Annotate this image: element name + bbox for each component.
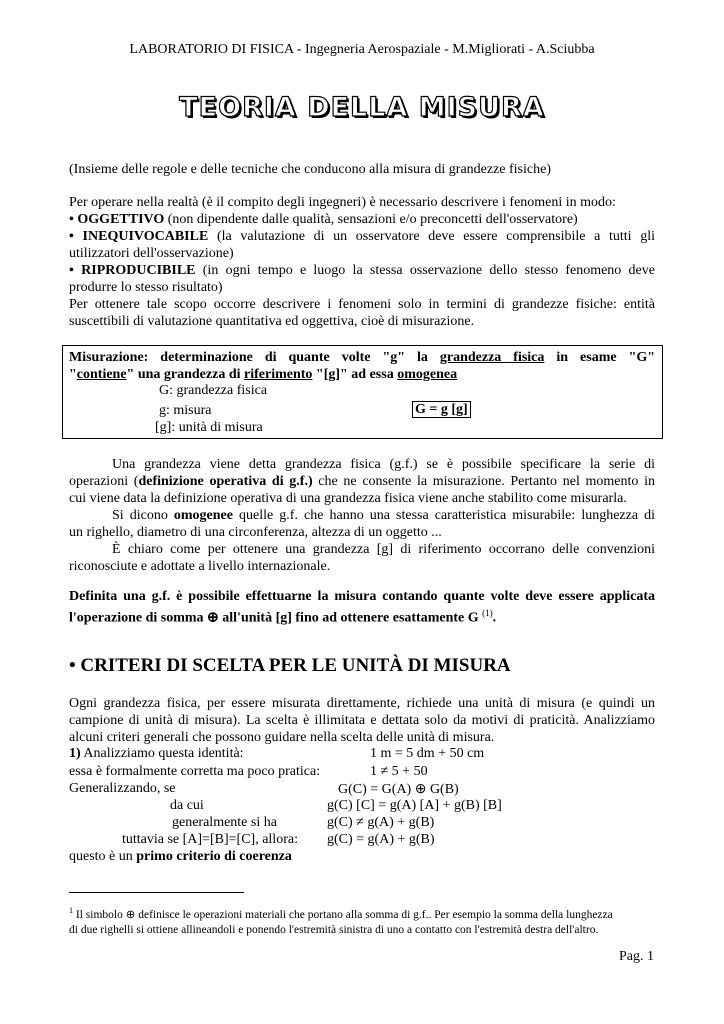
criteria-line-3: alcuni criteri generali che possono guidare nella scelta delle unità di misura. bbox=[69, 730, 495, 745]
footnote-ref: (1) bbox=[482, 608, 493, 618]
footnote-line-2: di due righelli si ottiene allineandoli e ponendo l'estremità sinistra di uno a contatto con l'estremità destra dell'altro. bbox=[69, 923, 599, 936]
bullet-objective: • OGGETTIVO (non dipendente dalle qualità, sensazioni e/o preconcetti dell'osservatore) bbox=[69, 212, 578, 227]
definition-line-1: Misurazione: determinazione di quante volte "g" la grandezza fisica in esame "G" bbox=[69, 350, 656, 365]
identity-label: 1) Analizziamo questa identità: bbox=[69, 746, 244, 761]
fromwhich-label: da cui bbox=[170, 798, 204, 813]
requirements-end: Per ottenere tale scopo occorre descrivere i fenomeni solo in termini di grandezze fisiche: entità bbox=[69, 297, 655, 312]
gf-line-3: cui viene data la definizione operativa di una grandezza fisica viene anche stabilito come misurarla. bbox=[69, 491, 627, 506]
bullet-reproducible: • RIPRODUCIBILE (in ogni tempo e luogo la stessa osservazione dello stesso fenomeno deve bbox=[69, 263, 655, 278]
formula-text: G = g [g] bbox=[412, 401, 471, 418]
section-heading: • CRITERI DI SCELTA PER LE UNITÀ DI MISURA bbox=[69, 655, 511, 676]
def-G: G: grandezza fisica bbox=[159, 383, 268, 398]
conv-line-1: È chiaro come per ottenere una grandezza [g] di riferimento occorrano delle convenzioni bbox=[112, 542, 655, 557]
definition-box-content bbox=[69, 349, 655, 383]
however-eq: g(C) = g(A) + g(B) bbox=[327, 832, 435, 847]
gf-paragraph bbox=[69, 456, 655, 575]
footnote-line-1: $^1$ Il simbolo ⊕ definisce le operazioni materiali che portano alla somma di g.f.. Per esempio la somma della lunghezza bbox=[69, 906, 613, 921]
gf-line-2: operazioni (definizione operativa di g.f.) che ne consente la misurazione. Pertanto nel momento in bbox=[69, 474, 655, 489]
footnote-divider bbox=[69, 892, 244, 893]
def-unit: [g]: unità di misura bbox=[155, 420, 263, 435]
requirements-paragraph bbox=[69, 194, 655, 330]
measure-line-1: Definita una g.f. è possibile effettuarne la misura contando quante volte deve essere applicata bbox=[69, 589, 655, 604]
generalize-label: Generalizzando, se bbox=[69, 781, 176, 796]
however-label: tuttavia se [A]=[B]=[C], allora: bbox=[122, 832, 298, 847]
gf-line-1: Una grandezza viene detta grandezza fisica (g.f.) se è possibile specificare la serie di bbox=[112, 457, 655, 472]
measure-line-2: l'operazione di somma ⊕ all'unità [g] fino ad ottenere esattamente G $^{(1)}$. bbox=[69, 608, 497, 626]
intro-text: (Insieme delle regole e delle tecniche che conducono alla misura di grandezze fisiche) bbox=[69, 162, 551, 177]
requirements-lead: Per operare nella realtà (è il compito degli ingegneri) è necessario descrivere i fenomeni in modo: bbox=[69, 195, 616, 210]
page-header: LABORATORIO DI FISICA - Ingegneria Aerospaziale - M.Migliorati - A.Sciubba bbox=[129, 42, 595, 57]
general-label: generalmente si ha bbox=[172, 815, 277, 830]
general-eq: g(C) ≠ g(A) + g(B) bbox=[327, 815, 435, 830]
impractical-label: essa è formalmente corretta ma poco pratica: bbox=[69, 764, 321, 779]
bullet-reproducible-cont: produrre lo stesso risultato) bbox=[69, 280, 223, 295]
homog-line-1: Si dicono omogenee quelle g.f. che hanno una stessa caratteristica misurabile: lunghezza di bbox=[112, 508, 656, 523]
criteria-line-2: campione di unità di misura). La scelta è illimitata e dettata solo da motivi di praticità. Analizziamo bbox=[69, 713, 655, 728]
generalize-eq: G(C) = G(A) ⊕ G(B) bbox=[338, 782, 459, 797]
definition-line-2: "contiene" una grandezza di riferimento "[g]" ad essa omogenea bbox=[69, 367, 458, 382]
def-g: g: misura bbox=[159, 403, 212, 418]
identity-eq: 1 m = 5 dm + 50 cm bbox=[370, 746, 485, 761]
conv-line-2: riconosciute e adottate a livello internazionale. bbox=[69, 559, 331, 574]
homog-line-2: un righello, diametro di una circonferenza, altezza di un oggetto ... bbox=[69, 525, 442, 540]
footnote bbox=[69, 903, 659, 938]
impractical-eq: 1 ≠ 5 + 50 bbox=[370, 764, 428, 779]
bullet-unambiguous-cont: utilizzatori dell'osservazione) bbox=[69, 246, 234, 261]
intro-paragraph bbox=[69, 161, 655, 178]
criteria-paragraph bbox=[69, 695, 655, 746]
coherence-criterion: questo è un primo criterio di coerenza bbox=[69, 849, 292, 864]
fromwhich-eq: g(C) [C] = g(A) [A] + g(B) [B] bbox=[327, 798, 502, 813]
formula-box bbox=[412, 402, 471, 418]
page-number: Pag. 1 bbox=[619, 949, 654, 964]
bullet-unambiguous: • INEQUIVOCABILE (la valutazione di un osservatore deve essere comprensibile a tutti gli bbox=[69, 229, 655, 244]
document-title: TEORIA DELLA MISURA bbox=[179, 92, 545, 123]
criteria-line-1: Ogni grandezza fisica, per essere misurata direttamente, richiede una unità di misura (e quindi un bbox=[69, 696, 655, 711]
requirements-end-cont: suscettibili di valutazione quantitativa ed oggettiva, cioè di misurazione. bbox=[69, 314, 475, 329]
measure-definition-paragraph bbox=[69, 588, 655, 627]
